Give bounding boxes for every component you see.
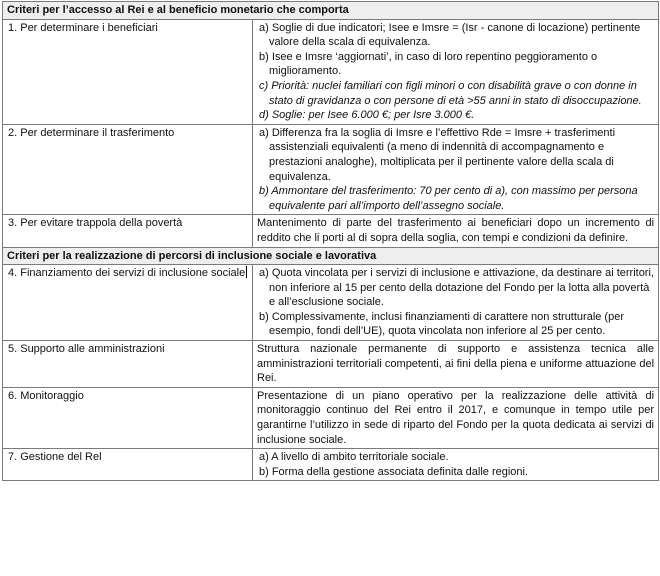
description-item: b) Ammontare del trasferimento: 70 per cento di a), con massimo per persona equivalente pari all’importo dell’assegno sociale. xyxy=(259,185,638,212)
description-item: a) A livello di ambito territoriale sociale. xyxy=(259,451,449,464)
criterion-cell xyxy=(3,215,253,247)
criterion-cell xyxy=(3,449,253,481)
description-item: b) Complessivamente, inclusi finanziamenti di carattere non strutturale (per esempio, fondi dell’UE), quota vincolata non inferiore al 25 per cento. xyxy=(259,310,624,338)
description-item: Presentazione di un piano operativo per la realizzazione delle attività di monitoraggio continuo del Rei entro il 2017, e comunque in tempo utile per garantirne l’utilizzo in sede di riparto del Fondo per la quota dedicata ai servizi di inclusione sociale. xyxy=(257,389,655,446)
description-item: Mantenimento di parte del trasferimento ai beneficiari dopo un incremento di reddito che li porti al di sopra della soglia, con tempi e condizioni da definire. xyxy=(257,217,655,244)
criterion-cell xyxy=(3,19,253,124)
description-item: b) Isee e Imsre ‘aggiornati’, in caso di loro repentino peggioramento o miglioramento. xyxy=(259,50,598,78)
criterion-label: 2. Per determinare il trasferimento xyxy=(8,126,175,139)
description-cell xyxy=(253,265,659,341)
criterion-label: 1. Per determinare i beneficiari xyxy=(8,21,158,34)
criterion-label: 5. Supporto alle amministrazioni xyxy=(8,343,165,356)
section-header-row xyxy=(3,2,659,20)
criterion-label: 3. Per evitare trappola della povertà xyxy=(8,217,183,230)
description-cell xyxy=(253,124,659,215)
table-row xyxy=(3,341,659,388)
table xyxy=(2,1,659,481)
table-row xyxy=(3,19,659,124)
criterion-label: 6. Monitoraggio xyxy=(8,389,84,402)
description-cell xyxy=(253,19,659,124)
description-item: c) Priorità: nuclei familiari con figli minori o con disabilità grave o con donne in stato di gravidanza o con persone di età >55 anni in stato di disoccupazione. xyxy=(259,79,642,107)
table-row xyxy=(3,124,659,215)
criterion-cell xyxy=(3,387,253,448)
description-cell xyxy=(253,341,659,388)
criterion-label: 4. Finanziamento dei servizi di inclusione sociale xyxy=(8,267,246,280)
section-header-row xyxy=(3,247,659,265)
criterion-label: 7. Gestione del Rel xyxy=(8,451,102,464)
description-item: Struttura nazionale permanente di supporto e assistenza tecnica alle amministrazioni territoriali competenti, ai fini della piena e uniforme attuazione del Rei. xyxy=(257,343,655,385)
description-item: d) Soglie: per Isee 6.000 €; per Isre 3.000 €. xyxy=(259,109,475,122)
description-item: b) Forma della gestione associata definita dalle regioni. xyxy=(259,465,529,478)
criterion-cell xyxy=(3,265,253,341)
table-row xyxy=(3,449,659,481)
description-cell xyxy=(253,215,659,247)
text-cursor xyxy=(246,266,247,278)
description-item: a) Differenza fra la soglia di Imsre e l’effettivo Rde = Imsre + trasferimenti assistenziali equivalenti (a meno di indennità di accompagnamento e prestazioni analoghe), moltiplicata per il pertinente valore della scala di equivalenza. xyxy=(259,126,616,183)
section-title: Criteri per la realizzazione di percorsi di inclusione sociale e lavorativa xyxy=(3,247,659,265)
table-body xyxy=(3,2,659,481)
description-cell xyxy=(253,387,659,448)
criterion-cell xyxy=(3,124,253,215)
table-row xyxy=(3,215,659,247)
criteria-table xyxy=(2,1,658,481)
section-title: Criteri per l’accesso al Rei e al beneficio monetario che comporta xyxy=(3,2,659,20)
criterion-cell xyxy=(3,341,253,388)
table-row xyxy=(3,387,659,448)
description-item: a) Quota vincolata per i servizi di inclusione e attivazione, da destinare ai territori, non inferiore al 15 per cento della dotazione del Fondo per la lotta alla povertà e all’esclusione sociale. xyxy=(259,267,654,309)
description-cell xyxy=(253,449,659,481)
description-item: a) Soglie di due indicatori; Isee e Imsre = (Isr - canone di locazione) pertinente valore della scala di equivalenza. xyxy=(259,21,641,49)
table-row xyxy=(3,265,659,341)
